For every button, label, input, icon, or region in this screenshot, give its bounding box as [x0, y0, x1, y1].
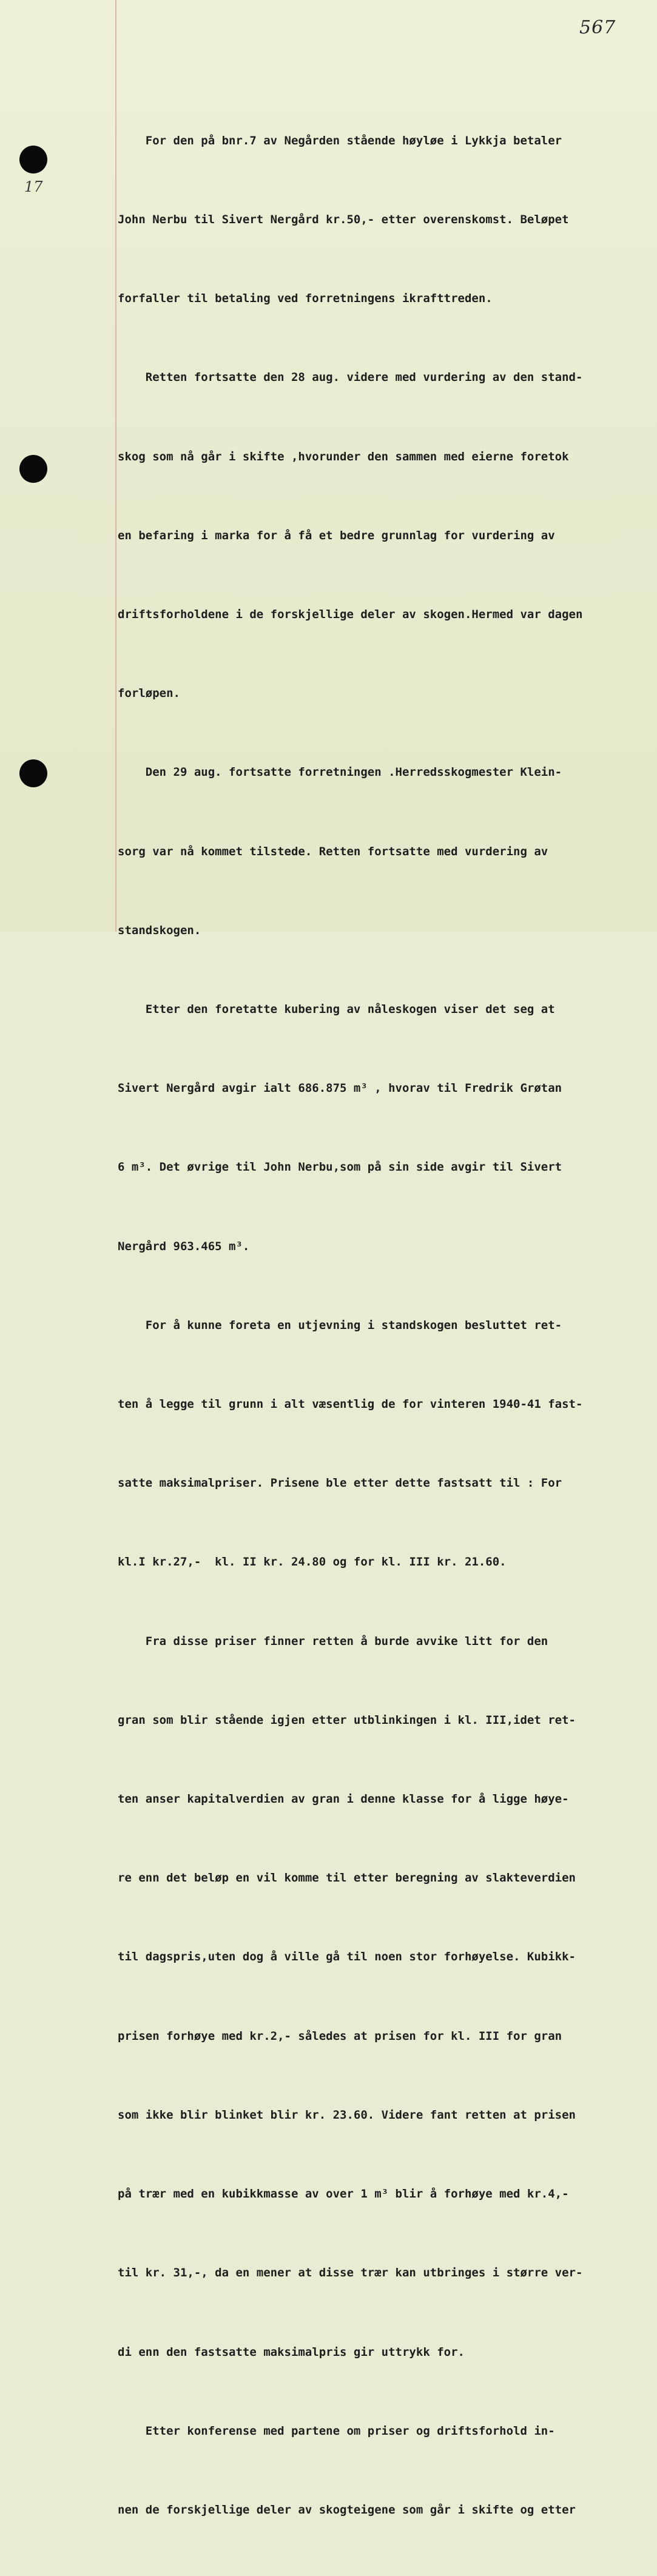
- text-line: kl.I kr.27,- kl. II kr. 24.80 og for kl. III kr. 21.60.: [118, 1555, 507, 1569]
- punch-hole-top: [19, 146, 47, 173]
- text-line: forfaller til betaling ved forretningens ikrafttreden.: [118, 292, 493, 306]
- text-line: til dagspris,uten dog å ville gå til noen stor forhøyelse. Kubikk-: [118, 1950, 576, 1964]
- text-line: satte maksimalpriser. Prisene ble etter dette fastsatt til : For: [118, 1476, 562, 1490]
- text-line: driftsforholdene i de forskjellige deler av skogen.Hermed var dagen: [118, 608, 583, 622]
- text-line: gran som blir stående igjen etter utblinkingen i kl. III,idet ret-: [118, 1713, 576, 1727]
- text-line: 6 m³. Det øvrige til John Nerbu,som på sin side avgir til Sivert: [118, 1160, 562, 1174]
- page-number: 567: [579, 17, 616, 38]
- text-line: til kr. 31,-, da en mener at disse trær kan utbringes i større ver-: [118, 2266, 583, 2280]
- typewritten-text: [118, 75, 639, 2576]
- text-line: Nergård 963.465 m³.: [118, 1239, 250, 1253]
- text-line: Retten fortsatte den 28 aug. videre med vurdering av den stand-: [118, 371, 583, 385]
- text-line: For å kunne foreta en utjevning i standskogen besluttet ret-: [118, 1318, 562, 1332]
- text-line: Etter konferense med partene om priser og driftsforhold in-: [118, 2424, 555, 2438]
- text-line: ten å legge til grunn i alt væsentlig de for vinteren 1940-41 fast-: [118, 1397, 583, 1411]
- text-line: skog som nå går i skifte ,hvorunder den sammen med eierne foretok: [118, 449, 569, 463]
- text-line: Den 29 aug. fortsatte forretningen .Herredsskogmester Klein-: [118, 765, 562, 779]
- text-line: For den på bnr.7 av Negården stående høyløe i Lykkja betaler: [118, 133, 562, 147]
- text-line: forløpen.: [118, 687, 180, 701]
- margin-rule: [115, 0, 116, 932]
- text-line: sorg var nå kommet tilstede. Retten fortsatte med vurdering av: [118, 844, 548, 858]
- punch-hole-bottom: [19, 759, 47, 787]
- text-line: standskogen.: [118, 923, 201, 937]
- margin-note: 17: [24, 178, 43, 195]
- text-line: nen de forskjellige deler av skogteigene som går i skifte og etter: [118, 2503, 576, 2517]
- text-line: som ikke blir blinket blir kr. 23.60. Videre fant retten at prisen: [118, 2108, 576, 2122]
- text-line: re enn det beløp en vil komme til etter beregning av slakteverdien: [118, 1871, 576, 1885]
- text-line: på trær med en kubikkmasse av over 1 m³ blir å forhøye med kr.4,-: [118, 2187, 569, 2201]
- text-line: ten anser kapitalverdien av gran i denne klasse for å ligge høye-: [118, 1792, 569, 1806]
- text-line: en befaring i marka for å få et bedre grunnlag for vurdering av: [118, 528, 555, 542]
- text-line: John Nerbu til Sivert Nergård kr.50,- etter overenskomst. Beløpet: [118, 213, 569, 227]
- punch-hole-middle: [19, 455, 47, 483]
- text-line: prisen forhøye med kr.2,- således at prisen for kl. III for gran: [118, 2029, 562, 2043]
- text-line: Sivert Nergård avgir ialt 686.875 m³ , hvorav til Fredrik Grøtan: [118, 1081, 562, 1095]
- text-line: Fra disse priser finner retten å burde avvike litt for den: [118, 1634, 548, 1648]
- text-line: Etter den foretatte kubering av nåleskogen viser det seg at: [118, 1003, 555, 1017]
- text-line: di enn den fastsatte maksimalpris gir uttrykk for.: [118, 2345, 465, 2359]
